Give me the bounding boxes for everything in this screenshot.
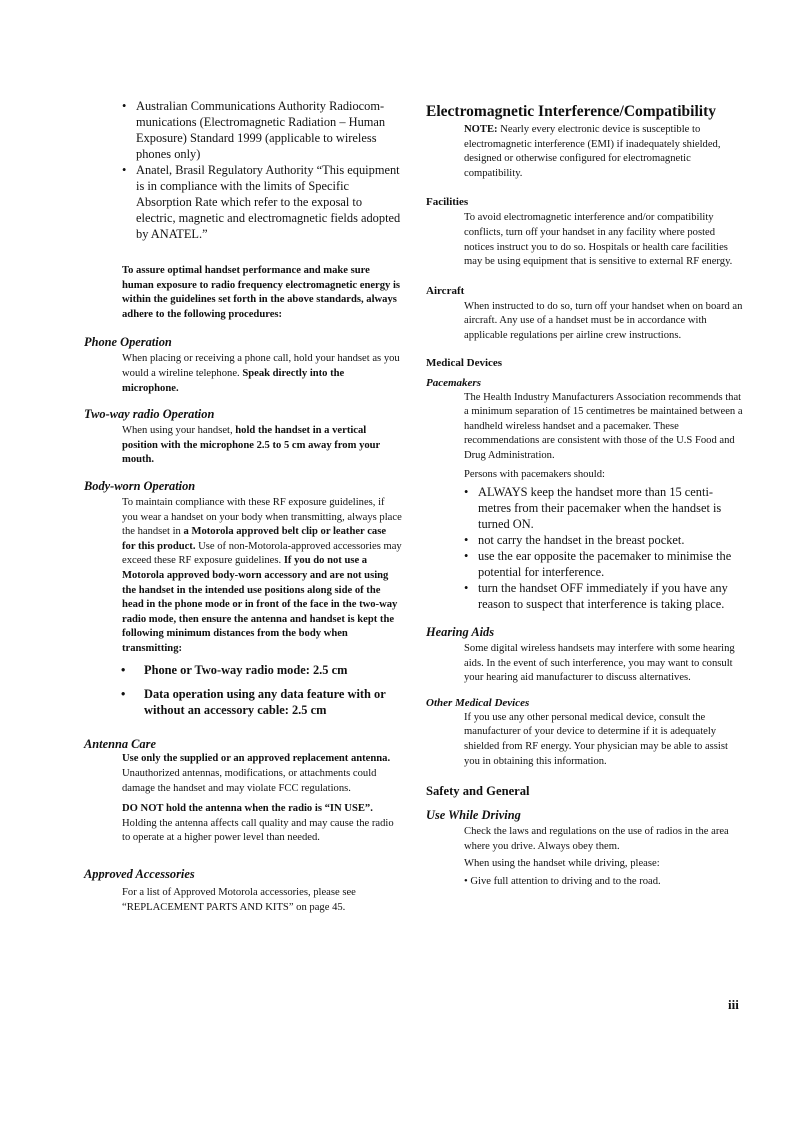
other-medical-heading: Other Medical Devices xyxy=(426,696,530,709)
aircraft-heading: Aircraft xyxy=(426,284,465,297)
list-item: • Data operation using any data feature with or without an accessory cable: 2.5 cm xyxy=(121,687,386,718)
facilities-text: To avoid electromagnetic interference and/or compatibility conflicts, turn off your handset in any facility where posted notices instruct you to do so. Hospitals or health care facilities may be using equipment that is sensitive to external RF energy. xyxy=(464,212,733,268)
safety-general-heading: Safety and General xyxy=(426,784,530,799)
approved-accessories-heading: Approved Accessories xyxy=(84,867,195,882)
driving-text-1: Check the laws and regulations on the use of radios in the area where you drive. Always obey them. xyxy=(464,826,729,852)
list-item: • Anatel, Brasil Regulatory Authority “This equipment is in compliance with the limits of Specific Absorption Rate which refer to the exposal to electric, magnetic and electromagnetic fields adopted by ANATEL.” xyxy=(122,163,401,241)
antenna-care-heading: Antenna Care xyxy=(84,737,156,752)
aircraft-text: When instructed to do so, turn off your handset when on board an aircraft. Any use of a handset must be in accordance with applicable regulations per airline crew instructions. xyxy=(464,300,743,341)
pacemakers-heading: Pacemakers xyxy=(426,376,481,389)
pacemaker-bullet-list xyxy=(426,484,744,612)
body-worn-heading: Body-worn Operation xyxy=(84,478,196,493)
list-item: • Phone or Two-way radio mode: 2.5 cm xyxy=(121,663,348,678)
hearing-aids-text: Some digital wireless handsets may interfere with some hearing aids. In the event of such interference, you may want to consult your hearing aid manufacturer to discuss alternatives. xyxy=(464,643,735,684)
list-item: • use the ear opposite the pacemaker to minimise the potential for interference. xyxy=(464,549,732,580)
assure-paragraph: To assure optimal handset performance and make sure human exposure to radio frequency electromagnetic energy is within the guidelines set forth in the above standards, always adhere to the following procedures: xyxy=(122,265,401,320)
medical-devices-heading: Medical Devices xyxy=(426,356,503,369)
emi-note: NOTE: Nearly every electronic device is susceptible to electromagnetic interference (EMI) if inadequately shielded, designed or otherwise configured for electromagnetic compatibility. xyxy=(464,124,721,179)
use-while-driving-heading: Use While Driving xyxy=(426,808,521,823)
hearing-aids-heading: Hearing Aids xyxy=(426,625,495,640)
emi-heading: Electromagnetic Interference/Compatibility xyxy=(426,103,716,120)
body-worn-text: To maintain compliance with these RF exposure guidelines, if you wear a handset on your body when transmitting, always place the handset in a Motorola approved belt clip or leather case for this product. Use of non-Motorola-approved accessories may exceed these RF exposure guidelines. If you do not use a Motorola approved body-worn accessory and are not using the handset in the intended use positions along side of the head in the phone mode or in front of the face in the two-way radio mode, then ensure the antenna and handset is kept the following minimum distances from the body when transmitting: xyxy=(122,496,402,654)
phone-operation-heading: Phone Operation xyxy=(84,335,172,350)
antenna-care-text-2: DO NOT hold the antenna when the radio is “IN USE”. Holding the antenna affects call quality and may cause the radio to operate at a higher power level than needed. xyxy=(122,803,394,844)
page-number: iii xyxy=(728,997,739,1012)
antenna-care-text-1: Use only the supplied or an approved replacement antenna. Unauthorized antennas, modifications, or attachments could damage the handset and may violate FCC regulations. xyxy=(122,753,391,794)
list-item: • ALWAYS keep the handset more than 15 centi-metres from their pacemaker when the handset is turned ON. xyxy=(464,485,722,532)
list-item: • turn the handset OFF immediately if you have any reason to suspect that interference is taking place. xyxy=(464,581,728,612)
other-medical-text: If you use any other personal medical device, consult the manufacturer of your device to determine if it is adequately shielded from RF energy. Your physician may be able to assist you in obtaining this information. xyxy=(464,711,728,767)
approved-accessories-text: For a list of Approved Motorola accessories, please see “REPLACEMENT PARTS AND KITS” on page 45. xyxy=(122,887,356,913)
pacemakers-text: The Health Industry Manufacturers Association recommends that a minimum separation of 15 centimetres be maintained between a handheld wireless handset and a pacemaker. These recommendations are consistent with those of the U.S Food and Drug Administration. xyxy=(464,391,743,461)
left-column xyxy=(84,98,402,915)
intro-bullet-list xyxy=(84,98,402,242)
list-item: • Australian Communications Authority Radiocom-munications (Electromagnetic Radiation – Human Exposure) Standard 1999 (applicable to wireless phones only) xyxy=(122,99,386,161)
driving-text-3: • Give full attention to driving and to the road. xyxy=(464,876,661,888)
right-column xyxy=(426,98,744,890)
pacemakers-should: Persons with pacemakers should: xyxy=(464,468,605,480)
twoway-operation-text: When using your handset, hold the handset in a vertical position with the microphone 2.5 to 5 cm away from your mouth. xyxy=(122,425,381,466)
driving-text-2: When using the handset while driving, please: xyxy=(464,858,660,870)
distance-bullet-list xyxy=(84,662,402,718)
phone-operation-text: When placing or receiving a phone call, hold your handset as you would a wireline telephone. Speak directly into the microphone. xyxy=(122,353,400,394)
list-item: • not carry the handset in the breast pocket. xyxy=(464,533,685,548)
twoway-operation-heading: Two-way radio Operation xyxy=(84,407,215,422)
facilities-heading: Facilities xyxy=(426,196,469,209)
